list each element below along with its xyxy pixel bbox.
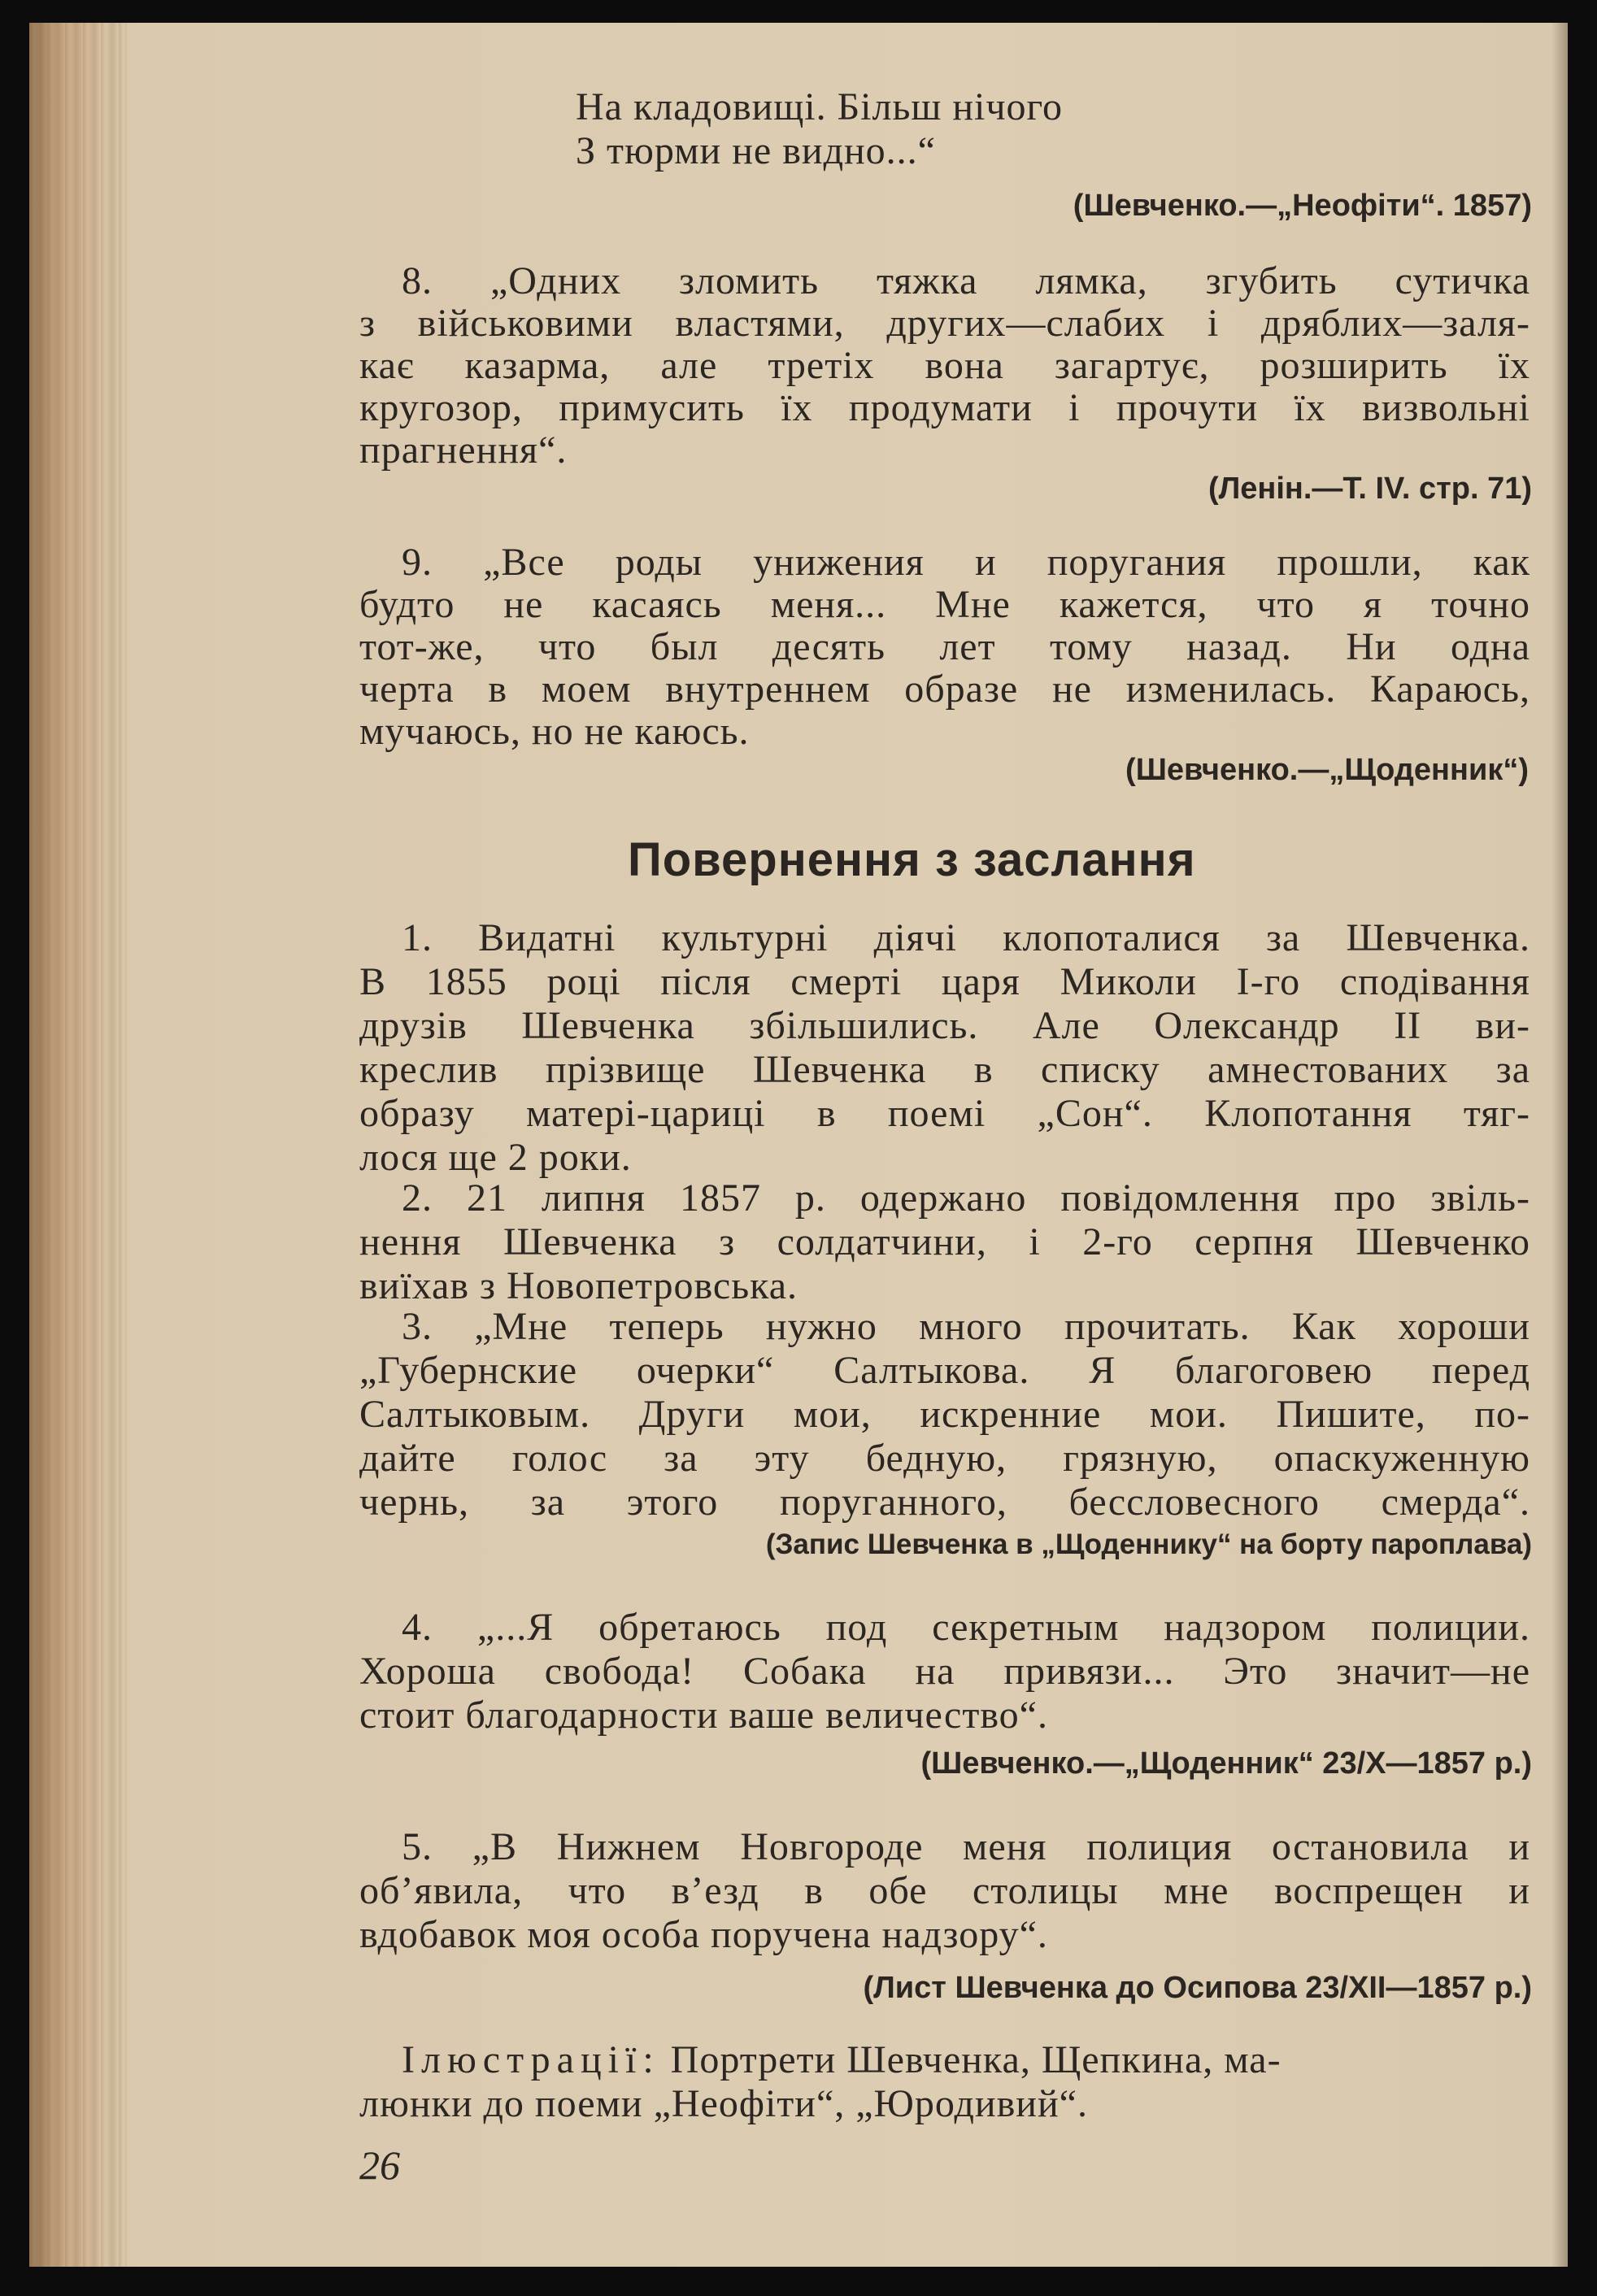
p1-line-3: друзів Шевченка збільшились. Але Олександр II ви- xyxy=(359,1004,1530,1047)
p2-line-3: виїхав з Новопетровська. xyxy=(359,1264,798,1307)
p4-line-2: Хороша свобода! Собака на привязи... Это значит—не xyxy=(359,1650,1530,1693)
page-spine-shadow xyxy=(29,23,127,2267)
p1-line-6: лося ще 2 роки. xyxy=(359,1136,632,1179)
item8-line-4: кругозор, примусить їх продумати і прочути їх визвольні xyxy=(359,386,1530,429)
item9-line-3: тот-же, что был десять лет тому назад. Ни одна xyxy=(359,625,1530,668)
p2-line-2: нення Шевченка з солдатчини, і 2-го серпня Шевченко xyxy=(359,1220,1530,1263)
p5-line-3: вдобавок моя особа поручена надзору“. xyxy=(359,1913,1048,1956)
page-number: 26 xyxy=(359,2142,400,2188)
item9-line-5: мучаюсь, но не каюсь. xyxy=(359,710,750,753)
illustrations-line-1 xyxy=(402,2037,1282,2082)
item9-line-2: будто не касаясь меня... Мне кажется, что я точно xyxy=(359,583,1530,626)
p1-line-5: образу матері-цариці в поемі „Сон“. Клопотання тяг- xyxy=(359,1092,1530,1135)
item8-line-3: кає казарма, але третіх вона загартує, розширить їх xyxy=(359,344,1530,387)
p3-line-4: дайте голос за эту бедную, грязную, опаскуженную xyxy=(359,1437,1530,1480)
p2-line-1: 2. 21 липня 1857 р. одержано повідомлення про звіль- xyxy=(402,1176,1530,1220)
item8-line-2: з військовими властями, других—слабих і дряблих—заля- xyxy=(359,302,1530,345)
poem-line-2: З тюрми не видно...“ xyxy=(576,129,936,172)
p3-line-2: „Губернские очерки“ Салтыкова. Я благоговею перед xyxy=(359,1349,1530,1392)
p3-line-1: 3. „Мне теперь нужно много прочитать. Как хороши xyxy=(402,1305,1530,1348)
p4-line-3: стоит благодарности ваше величество“. xyxy=(359,1694,1048,1737)
p3-citation: (Запис Шевченка в „Щоденнику“ на борту пароплава) xyxy=(765,1528,1532,1560)
section-heading: Повернення з заслання xyxy=(628,833,1196,886)
item8-line-5: прагнення“. xyxy=(359,428,568,472)
item9-line-1: 9. „Все роды унижения и поругания прошли, как xyxy=(402,541,1530,584)
p3-line-5: чернь, за этого поруганного, бессловесного смерда“. xyxy=(359,1481,1530,1524)
p3-line-3: Салтыковым. Други мои, искренние мои. Пишите, по- xyxy=(359,1393,1530,1436)
page-edge-shadow xyxy=(1551,23,1568,2267)
p4-citation: (Шевченко.—„Щоденник“ 23/X—1857 р.) xyxy=(920,1746,1532,1781)
p5-line-1: 5. „В Нижнем Новгороде меня полиция остановила и xyxy=(402,1825,1530,1868)
item9-line-4: черта в моем внутреннем образе не изменилась. Караюсь, xyxy=(359,667,1530,711)
illustrations-label: Ілюстрації: xyxy=(402,2038,660,2081)
illustrations-line-2: люнки до поеми „Неофіти“, „Юродивий“. xyxy=(359,2082,1088,2125)
p1-line-1: 1. Видатні культурні діячі клопоталися за Шевченка. xyxy=(402,916,1530,959)
item8-citation: (Ленін.—Т. IV. стр. 71) xyxy=(1208,472,1532,506)
p5-line-2: об’явила, что в’езд в обе столицы мне воспрещен и xyxy=(359,1869,1530,1912)
poem-citation: (Шевченко.—„Неофіти“. 1857) xyxy=(1073,189,1532,223)
p5-citation: (Лист Шевченка до Осипова 23/XII—1857 р.) xyxy=(863,1971,1532,2005)
item8-line-1: 8. „Одних зломить тяжка лямка, згубить сутичка xyxy=(402,259,1530,302)
item9-citation: (Шевченко.—„Щоденник“) xyxy=(1125,753,1529,787)
p1-line-4: креслив прізвище Шевченка в списку амнестованих за xyxy=(359,1048,1530,1091)
p1-line-2: В 1855 році після смерті царя Миколи І-го сподівання xyxy=(359,960,1530,1003)
illustrations-text: Портрети Шевченка, Щепкина, ма- xyxy=(659,2038,1282,2081)
poem-line-1: На кладовищі. Більш нічого xyxy=(576,85,1063,128)
p4-line-1: 4. „...Я обретаюсь под секретным надзором полиции. xyxy=(402,1606,1530,1649)
